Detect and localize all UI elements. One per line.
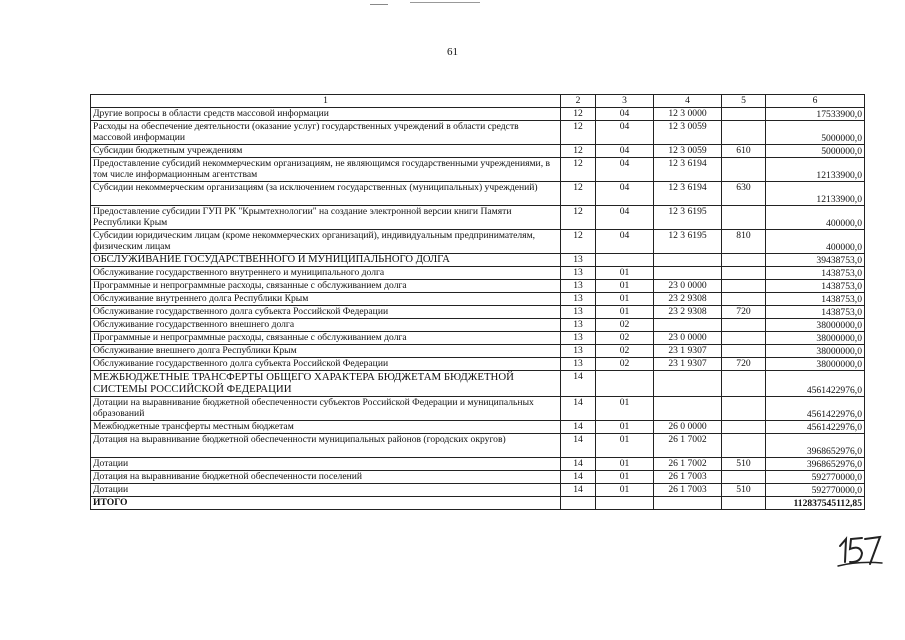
row-section: 13 — [561, 254, 596, 267]
empty-cell — [596, 497, 654, 510]
row-expense-type — [722, 280, 766, 293]
row-amount: 17533900,0 — [766, 108, 865, 121]
row-subsection: 01 — [596, 458, 654, 471]
table-row — [91, 458, 865, 471]
total-row — [91, 497, 865, 510]
empty-cell — [722, 497, 766, 510]
table-row — [91, 145, 865, 158]
row-name: Дотации — [91, 458, 561, 471]
row-name: ОБСЛУЖИВАНИЕ ГОСУДАРСТВЕННОГО И МУНИЦИПАЛЬНОГО ДОЛГА — [91, 254, 561, 267]
row-subsection: 04 — [596, 206, 654, 230]
row-target-article: 26 1 7002 — [654, 434, 722, 458]
row-expense-type: 720 — [722, 306, 766, 319]
row-section: 13 — [561, 319, 596, 332]
table-row — [91, 206, 865, 230]
row-name: Дотация на выравнивание бюджетной обеспеченности муниципальных районов (городских округов) — [91, 434, 561, 458]
row-subsection: 01 — [596, 267, 654, 280]
row-subsection: 04 — [596, 230, 654, 254]
row-name: Субсидии юридическим лицам (кроме некоммерческих организаций), индивидуальным предпринимателям, физическим лицам — [91, 230, 561, 254]
table-row — [91, 108, 865, 121]
table-row — [91, 230, 865, 254]
table-row — [91, 121, 865, 145]
row-expense-type — [722, 332, 766, 345]
row-name: Другие вопросы в области средств массовой информации — [91, 108, 561, 121]
row-section: 12 — [561, 145, 596, 158]
scan-artifact — [370, 2, 510, 8]
row-target-article: 12 3 0059 — [654, 145, 722, 158]
row-expense-type — [722, 397, 766, 421]
row-target-article — [654, 267, 722, 280]
row-section: 12 — [561, 158, 596, 182]
page-number: 61 — [447, 46, 458, 58]
table-row — [91, 158, 865, 182]
row-subsection: 04 — [596, 158, 654, 182]
empty-cell — [561, 497, 596, 510]
row-name: Обслуживание государственного внешнего долга — [91, 319, 561, 332]
row-section: 13 — [561, 293, 596, 306]
row-target-article: 26 1 7003 — [654, 484, 722, 497]
table-row — [91, 434, 865, 458]
row-target-article: 26 1 7002 — [654, 458, 722, 471]
column-header: 5 — [722, 95, 766, 108]
row-amount: 38000000,0 — [766, 345, 865, 358]
row-name: Субсидии бюджетным учреждениям — [91, 145, 561, 158]
row-expense-type — [722, 434, 766, 458]
row-name: Дотация на выравнивание бюджетной обеспеченности поселений — [91, 471, 561, 484]
row-target-article: 23 0 0000 — [654, 332, 722, 345]
table-row — [91, 421, 865, 434]
row-subsection: 04 — [596, 121, 654, 145]
row-amount: 4561422976,0 — [766, 397, 865, 421]
row-section: 12 — [561, 230, 596, 254]
row-amount: 1438753,0 — [766, 267, 865, 280]
table-header-row — [91, 95, 865, 108]
row-section: 14 — [561, 458, 596, 471]
row-section: 14 — [561, 434, 596, 458]
row-amount: 1438753,0 — [766, 280, 865, 293]
row-subsection: 04 — [596, 108, 654, 121]
row-amount: 5000000,0 — [766, 121, 865, 145]
row-expense-type — [722, 371, 766, 397]
row-subsection: 02 — [596, 332, 654, 345]
table-row — [91, 371, 865, 397]
row-section: 12 — [561, 121, 596, 145]
budget-table — [90, 94, 865, 510]
total-label: ИТОГО — [91, 497, 561, 510]
row-subsection: 01 — [596, 421, 654, 434]
row-amount: 4561422976,0 — [766, 421, 865, 434]
row-expense-type: 510 — [722, 484, 766, 497]
total-amount: 112837545112,85 — [766, 497, 865, 510]
row-amount: 592770000,0 — [766, 484, 865, 497]
row-section: 13 — [561, 306, 596, 319]
table-row — [91, 484, 865, 497]
row-target-article: 23 1 9307 — [654, 345, 722, 358]
table-row — [91, 319, 865, 332]
row-subsection: 01 — [596, 397, 654, 421]
row-expense-type — [722, 471, 766, 484]
row-expense-type — [722, 108, 766, 121]
row-target-article: 12 3 6195 — [654, 206, 722, 230]
row-subsection: 01 — [596, 484, 654, 497]
table-row — [91, 254, 865, 267]
column-header: 2 — [561, 95, 596, 108]
row-amount: 1438753,0 — [766, 306, 865, 319]
row-subsection: 01 — [596, 306, 654, 319]
row-target-article: 12 3 6194 — [654, 158, 722, 182]
row-name: Субсидии некоммерческим организациям (за исключением государственных (муниципальных) учреждений) — [91, 182, 561, 206]
row-amount: 400000,0 — [766, 206, 865, 230]
row-target-article — [654, 254, 722, 267]
row-subsection — [596, 254, 654, 267]
row-amount: 3968652976,0 — [766, 458, 865, 471]
row-section: 12 — [561, 182, 596, 206]
row-amount: 3968652976,0 — [766, 434, 865, 458]
row-target-article: 12 3 6194 — [654, 182, 722, 206]
row-expense-type — [722, 293, 766, 306]
table-row — [91, 267, 865, 280]
row-name: Дотации — [91, 484, 561, 497]
row-subsection: 01 — [596, 471, 654, 484]
row-name: Расходы на обеспечение деятельности (оказание услуг) государственных учреждений в области средств массовой информации — [91, 121, 561, 145]
row-target-article — [654, 371, 722, 397]
row-expense-type: 720 — [722, 358, 766, 371]
row-target-article: 23 2 9308 — [654, 293, 722, 306]
row-name: Предоставление субсидий некоммерческим организациям, не являющимся государственными учреждениями, в том числе информационным агентствам — [91, 158, 561, 182]
table-row — [91, 397, 865, 421]
row-name: Предоставление субсидии ГУП РК "Крымтехнологии" на создание электронной версии книги Памяти Республики Крым — [91, 206, 561, 230]
row-target-article: 26 0 0000 — [654, 421, 722, 434]
empty-cell — [654, 497, 722, 510]
column-header: 3 — [596, 95, 654, 108]
table-row — [91, 471, 865, 484]
handwritten-page-number — [836, 530, 886, 570]
row-expense-type — [722, 267, 766, 280]
row-amount: 38000000,0 — [766, 319, 865, 332]
row-target-article — [654, 397, 722, 421]
row-expense-type — [722, 121, 766, 145]
row-section: 12 — [561, 206, 596, 230]
row-target-article: 23 0 0000 — [654, 280, 722, 293]
row-name: Программные и непрограммные расходы, связанные с обслуживанием долга — [91, 280, 561, 293]
row-subsection — [596, 371, 654, 397]
row-section: 14 — [561, 484, 596, 497]
row-subsection: 04 — [596, 145, 654, 158]
row-section: 14 — [561, 421, 596, 434]
row-target-article: 12 3 0059 — [654, 121, 722, 145]
row-subsection: 02 — [596, 319, 654, 332]
table-row — [91, 182, 865, 206]
row-name: Межбюджетные трансферты местным бюджетам — [91, 421, 561, 434]
row-expense-type: 810 — [722, 230, 766, 254]
table-row — [91, 306, 865, 319]
row-amount: 38000000,0 — [766, 358, 865, 371]
row-subsection: 01 — [596, 293, 654, 306]
row-name: Обслуживание государственного внутреннего и муниципального долга — [91, 267, 561, 280]
row-section: 13 — [561, 332, 596, 345]
row-section: 13 — [561, 280, 596, 293]
row-section: 14 — [561, 371, 596, 397]
row-target-article: 23 1 9307 — [654, 358, 722, 371]
row-name: Обслуживание внешнего долга Республики Крым — [91, 345, 561, 358]
row-amount: 5000000,0 — [766, 145, 865, 158]
row-expense-type: 610 — [722, 145, 766, 158]
row-target-article: 12 3 6195 — [654, 230, 722, 254]
row-name: Программные и непрограммные расходы, связанные с обслуживанием долга — [91, 332, 561, 345]
row-section: 14 — [561, 471, 596, 484]
table-row — [91, 332, 865, 345]
row-expense-type — [722, 254, 766, 267]
row-target-article: 23 2 9308 — [654, 306, 722, 319]
row-section: 13 — [561, 358, 596, 371]
row-subsection: 01 — [596, 280, 654, 293]
row-amount: 38000000,0 — [766, 332, 865, 345]
row-expense-type — [722, 158, 766, 182]
row-target-article — [654, 319, 722, 332]
row-name: МЕЖБЮДЖЕТНЫЕ ТРАНСФЕРТЫ ОБЩЕГО ХАРАКТЕРА БЮДЖЕТАМ БЮДЖЕТНОЙ СИСТЕМЫ РОССИЙСКОЙ ФЕДЕРАЦИИ — [91, 371, 561, 397]
row-subsection: 02 — [596, 358, 654, 371]
row-section: 13 — [561, 267, 596, 280]
row-amount: 39438753,0 — [766, 254, 865, 267]
column-header: 4 — [654, 95, 722, 108]
row-section: 14 — [561, 397, 596, 421]
row-expense-type — [722, 345, 766, 358]
row-section: 12 — [561, 108, 596, 121]
row-expense-type — [722, 319, 766, 332]
table-row — [91, 280, 865, 293]
row-amount: 592770000,0 — [766, 471, 865, 484]
row-amount: 1438753,0 — [766, 293, 865, 306]
table-row — [91, 345, 865, 358]
row-name: Обслуживание внутреннего долга Республики Крым — [91, 293, 561, 306]
row-subsection: 01 — [596, 434, 654, 458]
row-name: Обслуживание государственного долга субъекта Российской Федерации — [91, 306, 561, 319]
row-expense-type — [722, 206, 766, 230]
row-expense-type: 510 — [722, 458, 766, 471]
row-amount: 400000,0 — [766, 230, 865, 254]
column-header: 1 — [91, 95, 561, 108]
row-target-article: 12 3 0000 — [654, 108, 722, 121]
row-amount: 4561422976,0 — [766, 371, 865, 397]
row-subsection: 04 — [596, 182, 654, 206]
row-name: Дотации на выравнивание бюджетной обеспеченности субъектов Российской Федерации и муниципальных образований — [91, 397, 561, 421]
row-amount: 12133900,0 — [766, 158, 865, 182]
row-subsection: 02 — [596, 345, 654, 358]
table-row — [91, 358, 865, 371]
row-target-article: 26 1 7003 — [654, 471, 722, 484]
row-expense-type: 630 — [722, 182, 766, 206]
table-row — [91, 293, 865, 306]
row-name: Обслуживание государственного долга субъекта Российской Федерации — [91, 358, 561, 371]
row-expense-type — [722, 421, 766, 434]
row-amount: 12133900,0 — [766, 182, 865, 206]
column-header: 6 — [766, 95, 865, 108]
row-section: 13 — [561, 345, 596, 358]
